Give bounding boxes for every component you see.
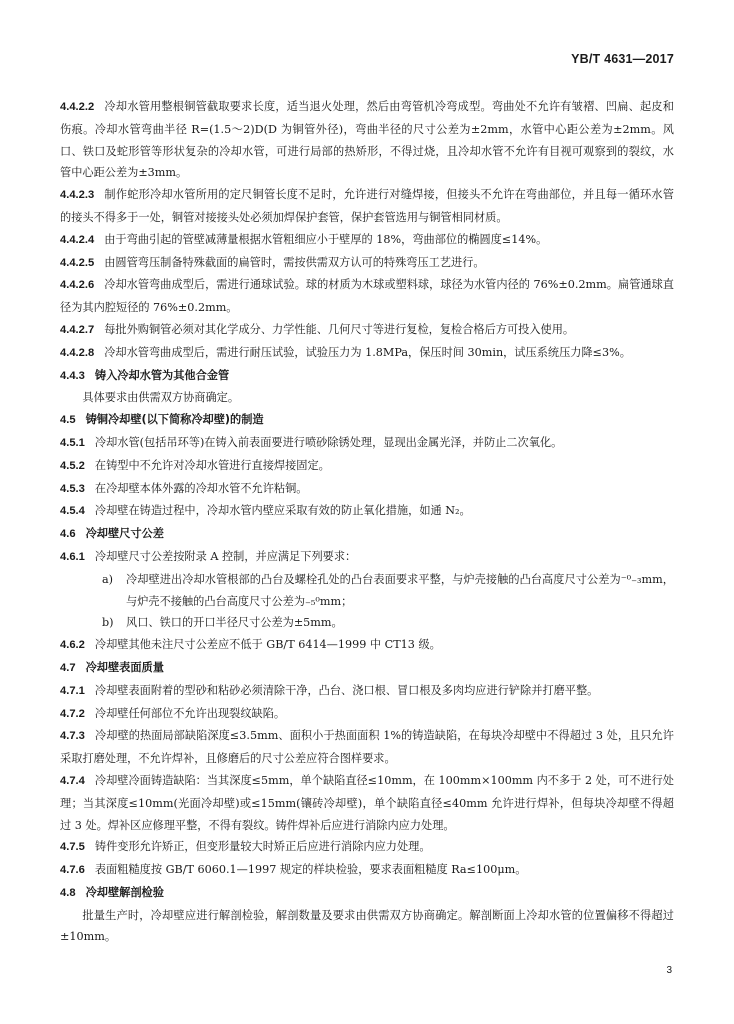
paragraph-4-4-3: 具体要求由供需双方协商确定。: [82, 391, 240, 405]
clause-text: 在铸型中不允许对冷却水管进行直接焊接固定。: [94, 458, 330, 472]
clause-text: 由于弯曲引起的管壁减薄量根据水管粗细应小于壁厚的 18%，弯曲部位的椭圆度≤14%。: [104, 232, 548, 246]
clause-text: 冷却壁任何部位不允许出现裂纹缺陷。: [94, 706, 286, 720]
clause-4-4-2-8: [60, 342, 674, 365]
clause-text: 冷却壁冷面铸造缺陷：当其深度≤5mm，单个缺陷直径≤10mm，在 100mm×100mm 内不多于 2 处，可不进行处理；当其深度≤10mm(光面冷却壁)或≤15mm(镶砖冷却壁)，单个缺陷直径≤40mm 允许进行焊补，但每块冷却壁不得超过 3 处。焊补区应修理平整，不得有裂纹。铸件焊补后应进行消除内应力处理。: [60, 773, 674, 832]
clause-text: 冷却水管弯曲成型后，需进行耐压试验，试验压力为 1.8MPa，保压时间 30min，试压系统压力降≤3%。: [104, 345, 631, 359]
clause-text: 冷却壁表面附着的型砂和粘砂必须清除干净，凸台、浇口根、冒口根及多肉均应进行铲除并打磨平整。: [94, 683, 599, 697]
clause-number: 4.4.2.6: [60, 279, 95, 292]
clause-4-4-2-6: [60, 274, 674, 319]
heading-4-7: [60, 657, 674, 680]
clause-number: 4.4.2.4: [60, 233, 95, 246]
clause-text: 冷却壁在铸造过程中，冷却水管内壁应采取有效的防止氧化措施，如通 N₂。: [94, 504, 471, 518]
heading-title: 冷却壁解剖检验: [85, 885, 164, 899]
heading-title: 冷却壁表面质量: [85, 660, 164, 674]
clause-4-7-6: [60, 859, 674, 882]
clause-number: 4.4.2.7: [60, 323, 95, 336]
clause-number: 4.5.2: [60, 459, 85, 472]
heading-4-6: [60, 523, 674, 546]
clause-4-6-2: [60, 634, 674, 657]
clause-text: 表面粗糙度按 GB/T 6060.1—1997 规定的样块检验，要求表面粗糙度 Ra≤100μm。: [94, 863, 527, 877]
clause-number: 4.7.1: [60, 684, 85, 697]
list-text: 风口、铁口的开口半径尺寸公差为±5mm。: [126, 616, 343, 630]
heading-title: 铸铜冷却壁(以下简称冷却壁)的制造: [85, 413, 264, 427]
clause-text: 由圆管弯压制备特殊截面的扁管时，需按供需双方认可的特殊弯压工艺进行。: [104, 255, 485, 269]
clause-4-5-2: [60, 455, 674, 478]
clause-text: 冷却水管弯曲成型后，需进行通球试验。球的材质为木球或塑料球，球径为水管内径的 76%±0.2mm。扁管通球直径为其内腔短径的 76%±0.2mm。: [60, 278, 674, 315]
clause-number: 4.4.2.5: [60, 256, 95, 269]
list-label: a): [102, 572, 114, 586]
page-number: 3: [666, 965, 672, 976]
heading-4-8: [60, 882, 674, 905]
heading-title: 铸入冷却水管为其他合金管: [94, 368, 230, 382]
clause-4-7-5: [60, 836, 674, 859]
list-label: b): [102, 616, 114, 630]
clause-text: 制作蛇形冷却水管所用的定尺铜管长度不足时，允许进行对缝焊接，但接头不允许在弯曲部位，并且每一循环水管的接头不得多于一处，铜管对接接头处必须加焊保护套管，保护套管选用与铜管相同材质。: [60, 188, 674, 224]
clause-number: 4.5.1: [60, 436, 85, 449]
heading-number: 4.6: [60, 528, 76, 541]
clause-4-5-3: [60, 478, 674, 501]
heading-4-4-3: [60, 365, 674, 388]
heading-number: 4.7: [60, 661, 76, 674]
clause-text: 冷却水管用整根铜管截取要求长度，适当退火处理，然后由弯管机冷弯成型。弯曲处不允许有皱褶、凹扁、起皮和伤痕。冷却水管弯曲半径 R=(1.5～2)D(D 为铜管外径)，弯曲半径的尺寸公差为±2mm，水管中心距公差为±2mm。风口、铁口及蛇形管等形状复杂的冷却水管，可进行局部的热矫形，不得过烧，且冷却水管不允许有目视可观察到的裂纹，水管中心距公差为±3mm。: [60, 100, 674, 180]
clause-text: 冷却壁其他未注尺寸公差应不低于 GB/T 6414—1999 中 CT13 级。: [94, 638, 441, 652]
clause-text: 冷却壁的热面局部缺陷深度≤3.5mm、面积小于热面面积 1%的铸造缺陷，在每块冷却壁中不得超过 3 处，且只允许采取打磨处理，不允许焊补，且修磨后的尺寸公差应符合图样要求。: [60, 729, 674, 766]
clause-number: 4.7.4: [60, 774, 85, 787]
clause-4-4-2-3: [60, 184, 674, 229]
document-body: [60, 96, 674, 948]
clause-4-7-4: [60, 770, 674, 836]
clause-4-5-4: [60, 500, 674, 523]
clause-number: 4.7.5: [60, 841, 85, 854]
clause-4-5-1: [60, 432, 674, 455]
clause-4-4-2-2: [60, 96, 674, 184]
list-item-a: [60, 569, 674, 613]
clause-4-6-1: [60, 546, 674, 569]
clause-4-7-2: [60, 703, 674, 726]
clause-4-7-1: [60, 680, 674, 703]
heading-4-5: [60, 409, 674, 432]
clause-number: 4.5.3: [60, 482, 85, 495]
clause-number: 4.6.2: [60, 639, 85, 652]
clause-4-7-3: [60, 725, 674, 770]
clause-text: 每批外购铜管必须对其化学成分、力学性能、几何尺寸等进行复检，复检合格后方可投入使用。: [104, 322, 575, 336]
clause-text: 在冷却壁本体外露的冷却水管不允许粘铜。: [94, 481, 308, 495]
clause-text: 冷却壁尺寸公差按附录 A 控制，并应满足下列要求：: [94, 549, 357, 563]
clause-number: 4.6.1: [60, 550, 85, 563]
clause-number: 4.7.2: [60, 707, 85, 720]
clause-number: 4.5.4: [60, 505, 85, 518]
clause-number: 4.4.2.2: [60, 101, 95, 113]
clause-4-4-2-4: [60, 229, 674, 252]
clause-4-4-2-5: [60, 252, 674, 275]
list-text: 冷却壁进出冷却水管根部的凸台及螺栓孔处的凸台表面要求平整，与炉壳接触的凸台高度尺寸公差为⁻⁰₋₃mm，与炉壳不接触的凸台高度尺寸公差为₋₅⁰mm；: [126, 572, 674, 608]
standard-code: YB/T 4631—2017: [571, 52, 674, 66]
paragraph-4-8: 批量生产时，冷却壁应进行解剖检验，解剖数量及要求由供需双方协商确定。解剖断面上冷却水管的位置偏移不得超过±10mm。: [60, 908, 674, 944]
clause-number: 4.4.2.3: [60, 189, 95, 202]
heading-number: 4.5: [60, 414, 76, 427]
heading-title: 冷却壁尺寸公差: [85, 527, 164, 541]
heading-number: 4.4.3: [60, 369, 85, 382]
heading-number: 4.8: [60, 886, 76, 899]
clause-number: 4.4.2.8: [60, 346, 95, 359]
list-item-b: [60, 612, 674, 634]
clause-number: 4.7.3: [60, 730, 85, 743]
clause-text: 铸件变形允许矫正，但变形量较大时矫正后应进行消除内应力处理。: [94, 840, 431, 854]
clause-text: 冷却水管(包括吊环等)在铸入前表面要进行喷砂除锈处理，显现出金属光泽，并防止二次氧化。: [94, 435, 563, 449]
clause-number: 4.7.6: [60, 864, 85, 877]
clause-4-4-2-7: [60, 319, 674, 342]
